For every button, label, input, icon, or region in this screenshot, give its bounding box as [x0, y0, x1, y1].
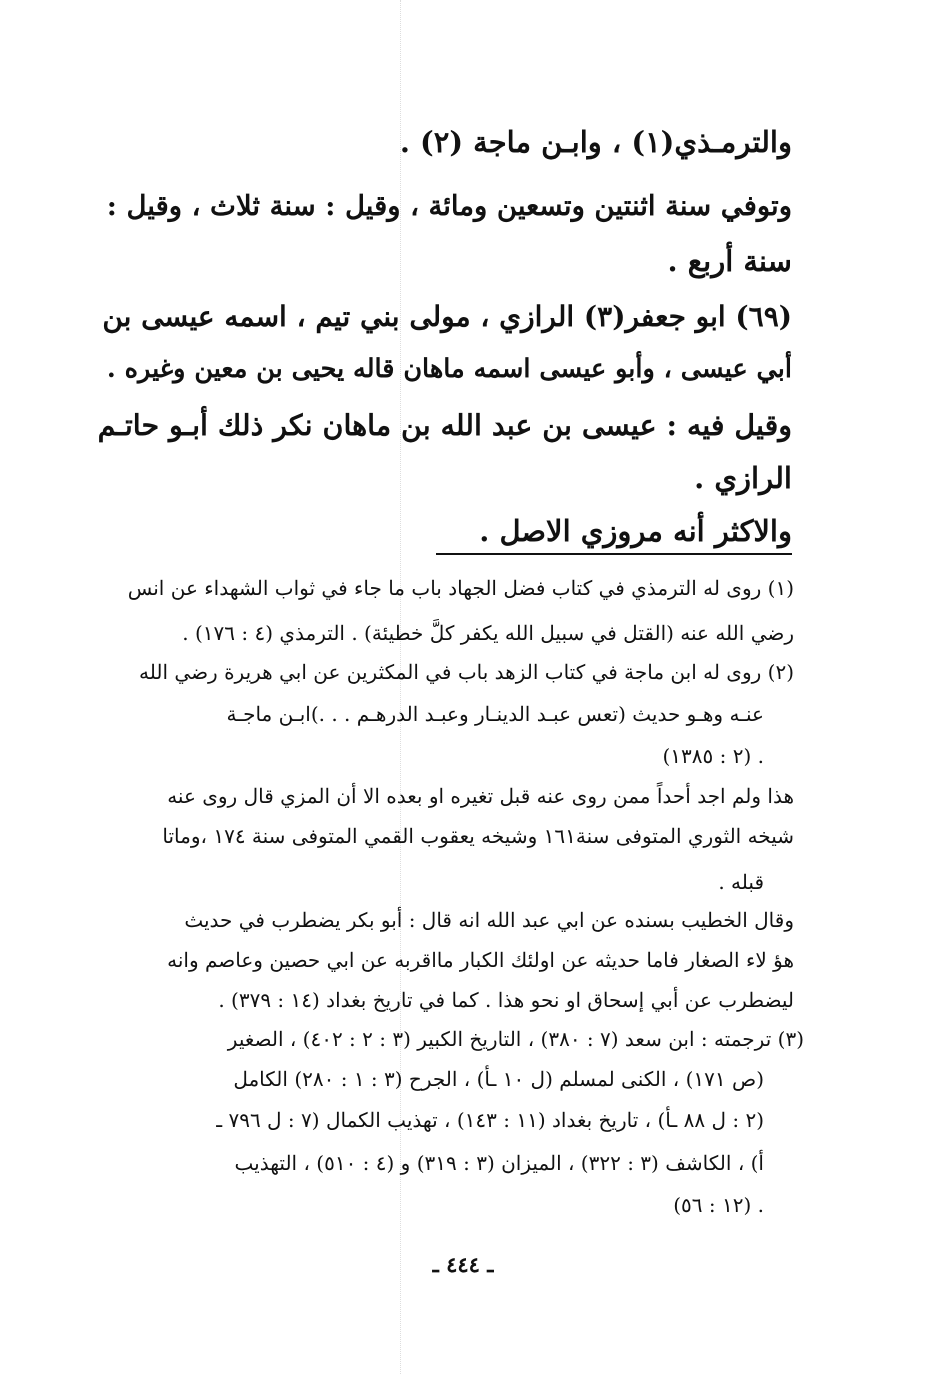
footnote-line-12: (٣) ترجمته : ابن سعد (٧ : ٣٨٠) ، التاريخ الكبير (٣ : ٢ : ٤٠٢) ، الصغير [227, 1027, 804, 1051]
footnote-line-16: (١٢ : ٥٦) . [673, 1193, 764, 1217]
body-line-7: الرازي . [694, 461, 792, 495]
body-line-6: وقيل فيه : عيسى بن عبد الله بن ماهان نكر ذلك أبـو حاتـم [97, 408, 792, 442]
footnote-line-4: عنـه وهـو حديث (تعس عبـد الدينـار وعبـد الدرهـم . . .)ابـن ماجـة [226, 702, 764, 726]
footnote-line-7: شيخه الثوري المتوفى سنة١٦١ وشيخه يعقوب القمي المتوفى سنة ١٧٤ ،وماتا [162, 824, 794, 848]
footnote-line-13: (ص ١٧١) ، الكنى لمسلم (ل ١٠ ـأ) ، الجرح (٣ : ١ : ٢٨٠) الكامل [233, 1067, 764, 1091]
footnote-line-6: هذا ولم اجد أحداً ممن روى عنه قبل تغيره او بعده الا أن المزي قال روى عنه [167, 784, 794, 808]
body-line-5: أبي عيسى ، وأبو عيسى اسمه ماهان قاله يحيى بن معين وغيره . [106, 354, 792, 384]
body-line-2: وتوفي سنة اثنتين وتسعين ومائة ، وقيل : سنة ثلاث ، وقيل : [106, 190, 792, 222]
body-line-1: والترمـذي(١) ، وابـن ماجة (٢) . [399, 125, 792, 159]
footnote-line-15: أ) ، الكاشف (٣ : ٣٢٢) ، الميزان (٣ : ٣١٩) و (٤ : ٥١٠) ، التهذيب [234, 1151, 764, 1175]
footnote-line-11: ليضطرب عن أبي إسحاق او نحو هذا . كما في تاريخ بغداد (١٤ : ٣٧٩) . [218, 988, 794, 1012]
page-number: ـ ٤٤٤ ـ [432, 1252, 494, 1277]
footnote-line-1: (١) روى له الترمذي في كتاب فضل الجهاد باب ما جاء في ثواب الشهداء عن انس [127, 576, 794, 600]
footnote-line-8: قبله . [718, 870, 764, 894]
footnote-line-3: (٢) روى له ابن ماجة في كتاب الزهد باب في المكثرين عن ابي هريرة رضي الله [139, 660, 794, 684]
footnote-line-9: وقال الخطيب بسنده عن ابي عبد الله انه قال : أبو بكر يضطرب في حديث [184, 908, 794, 932]
footnote-line-2: رضي الله عنه (القتل في سبيل الله يكفر كلَّ خطيئة) . الترمذي (٤ : ١٧٦) . [182, 621, 794, 645]
footnote-line-10: هؤ لاء الصغار فاما حديثه عن اولئك الكبار مااقربه عن ابي حصين وعاصم وانه [167, 948, 794, 972]
body-line-8: والاكثر أنه مروزي الاصل . [479, 514, 792, 548]
footnote-separator-rule [436, 553, 792, 555]
body-line-4: (٦٩) ابو جعفر(٣) الرازي ، مولى بني تيم ، اسمه عيسى بن [102, 300, 792, 333]
footnote-line-5: (٢ : ١٣٨٥) . [662, 744, 764, 768]
footnote-line-14: (٢ : ل ٨٨ ـأ) ، تاريخ بغداد (١١ : ١٤٣) ، تهذيب الكمال (٧ : ل ٧٩٦ ـ [216, 1108, 764, 1132]
body-line-3: سنة أربع . [667, 244, 792, 278]
